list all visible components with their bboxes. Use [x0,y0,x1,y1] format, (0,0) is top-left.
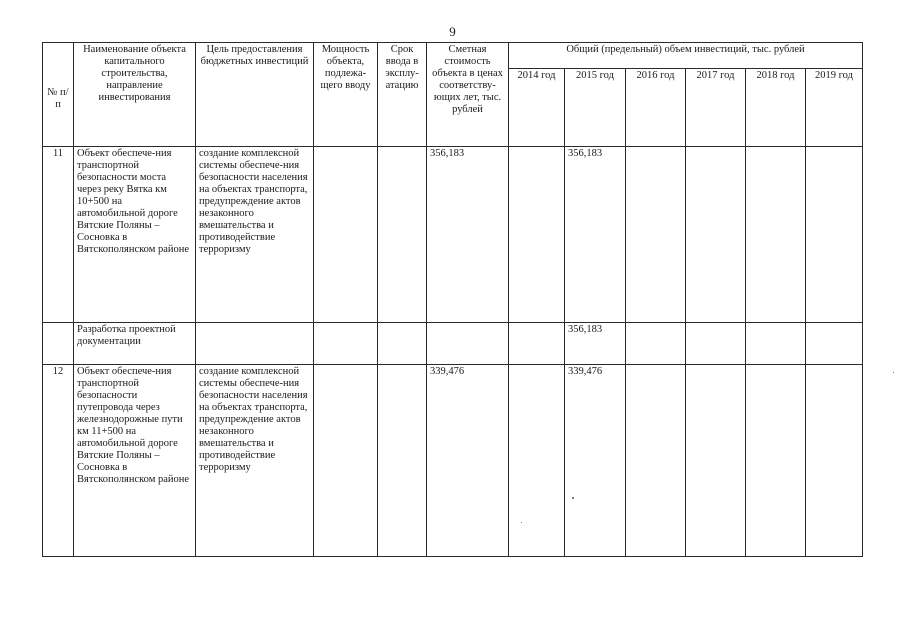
row-year-2015: 356,183 [565,323,626,365]
row-cost: 356,183 [427,147,509,323]
row-year-2019 [806,323,863,365]
page-number: 9 [449,24,456,39]
row-term [378,323,427,365]
row-num: 11 [43,147,74,323]
header-num: № п/п [43,43,74,147]
scan-speck [521,522,522,523]
row-num: 12 [43,365,74,557]
scan-speck [893,372,894,373]
row-num [43,323,74,365]
row-year-2016 [626,147,686,323]
table-row [43,147,863,323]
row-year-2018 [746,365,806,557]
row-capacity [314,147,378,323]
row-cost [427,323,509,365]
header-year-2014: 2014 год [509,69,565,147]
row-term [378,147,427,323]
row-cost: 339,476 [427,365,509,557]
row-name: Разработка проектной документации [74,323,196,365]
row-year-2016 [626,365,686,557]
row-name: Объект обеспече-ния транспортной безопасности моста через реку Вятка км 10+500 на автомобильной дороге Вятские Поляны – Сосновка в Вятскополянском районе [74,147,196,323]
row-year-2017 [686,323,746,365]
header-capacity: Мощность объекта, подлежа-щего вводу [314,43,378,147]
header-year-2017: 2017 год [686,69,746,147]
header-cost: Сметная стоимость объекта в ценах соответству-ющих лет, тыс. рублей [427,43,509,147]
row-year-2019 [806,365,863,557]
header-total: Общий (предельный) объем инвестиций, тыс. рублей [509,43,863,69]
table-row [43,365,863,557]
header-year-2019: 2019 год [806,69,863,147]
row-year-2014 [509,323,565,365]
row-year-2018 [746,323,806,365]
row-goal [196,323,314,365]
row-term [378,365,427,557]
row-year-2019 [806,147,863,323]
row-capacity [314,365,378,557]
header-term: Срок ввода в эксплу-атацию [378,43,427,147]
header-goal: Цель предоставления бюджетных инвестиций [196,43,314,147]
row-year-2016 [626,323,686,365]
row-name: Объект обеспече-ния транспортной безопасности путепровода через железнодорожные пути км 11+500 на автомобильной дороге Вятские Поляны – Сосновка в Вятскополянском районе [74,365,196,557]
row-year-2017 [686,147,746,323]
row-year-2017 [686,365,746,557]
investment-table [42,42,863,557]
row-year-2014 [509,147,565,323]
row-capacity [314,323,378,365]
header-name: Наименование объекта капитального строительства, направление инвестирования [74,43,196,147]
table-row [43,323,863,365]
row-year-2018 [746,147,806,323]
row-goal: создание комплексной системы обеспече-ния безопасности населения на объектах транспорта, предупреждение актов незаконного вмешательства и противодействие терроризму [196,365,314,557]
row-year-2015: 356,183 [565,147,626,323]
row-goal: создание комплексной системы обеспече-ния безопасности населения на объектах транспорта, предупреждение актов незаконного вмешательства и противодействие терроризму [196,147,314,323]
header-year-2015: 2015 год [565,69,626,147]
header-year-2018: 2018 год [746,69,806,147]
row-year-2015: 339,476 [565,365,626,557]
header-year-2016: 2016 год [626,69,686,147]
scan-speck [572,497,574,499]
row-year-2014 [509,365,565,557]
